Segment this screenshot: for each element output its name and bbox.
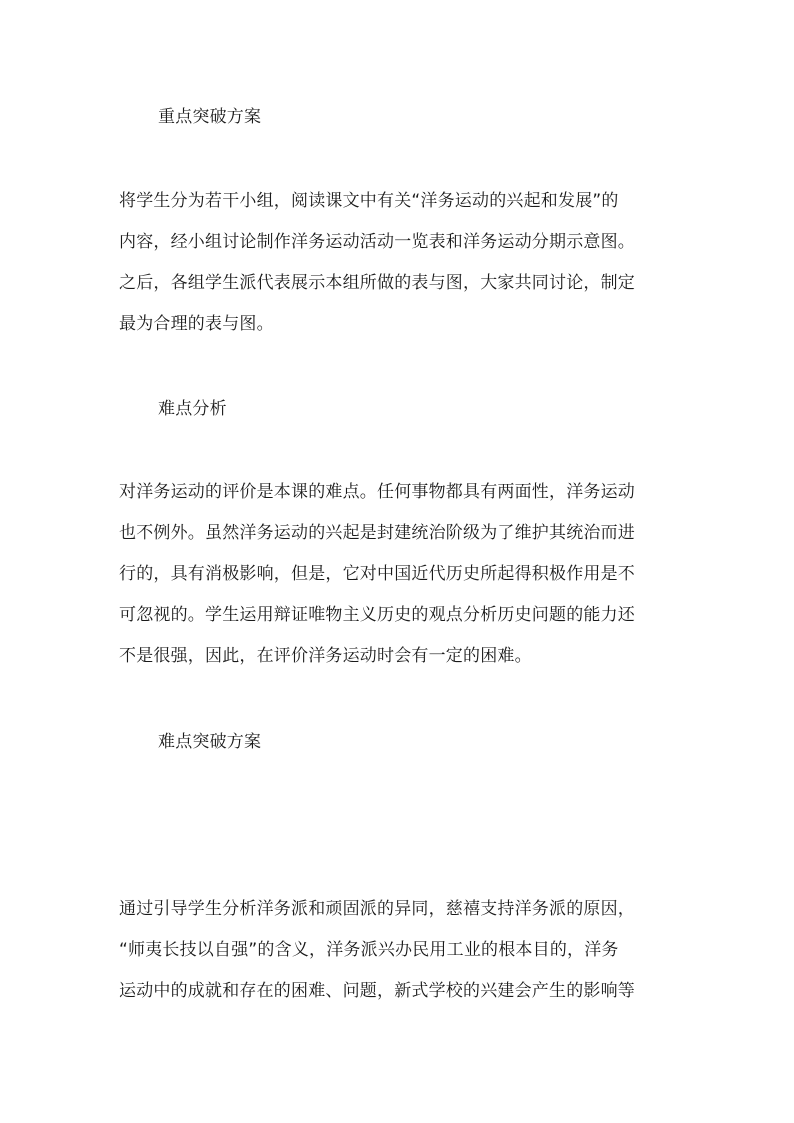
section-heading-key-breakthrough: 重点突破方案 [158, 107, 262, 127]
text-line: 可忽视的。学生运用辩证唯物主义历史的观点分析历史问题的能力还 [119, 605, 635, 625]
section-heading-difficulty-analysis: 难点分析 [158, 399, 227, 419]
text-line: 运动中的成就和存在的困难、问题，新式学校的兴建会产生的影响等 [119, 981, 635, 1001]
text-line: “师夷长技以自强”的含义，洋务派兴办民用工业的根本目的，洋务 [119, 940, 619, 960]
text-line: 行的，具有消极影响，但是，它对中国近代历史所起得积极作用是不 [119, 564, 635, 584]
text-line: 最为合理的表与图。 [119, 314, 274, 334]
text-line: 不是很强，因此，在评价洋务运动时会有一定的困难。 [119, 646, 532, 666]
text-line: 也不例外。虽然洋务运动的兴起是封建统治阶级为了维护其统治而进 [119, 523, 635, 543]
text-line: 将学生分为若干小组，阅读课文中有关“洋务运动的兴起和发展”的 [119, 191, 619, 211]
text-line: 通过引导学生分析洋务派和顽固派的异同，慈禧支持洋务派的原因， [119, 899, 635, 919]
text-line: 对洋务运动的评价是本课的难点。任何事物都具有两面性，洋务运动 [119, 482, 635, 502]
text-line: 内容，经小组讨论制作洋务运动活动一览表和洋务运动分期示意图。 [119, 232, 635, 252]
section-heading-difficulty-breakthrough: 难点突破方案 [158, 732, 262, 752]
text-line: 之后，各组学生派代表展示本组所做的表与图，大家共同讨论，制定 [119, 273, 635, 293]
